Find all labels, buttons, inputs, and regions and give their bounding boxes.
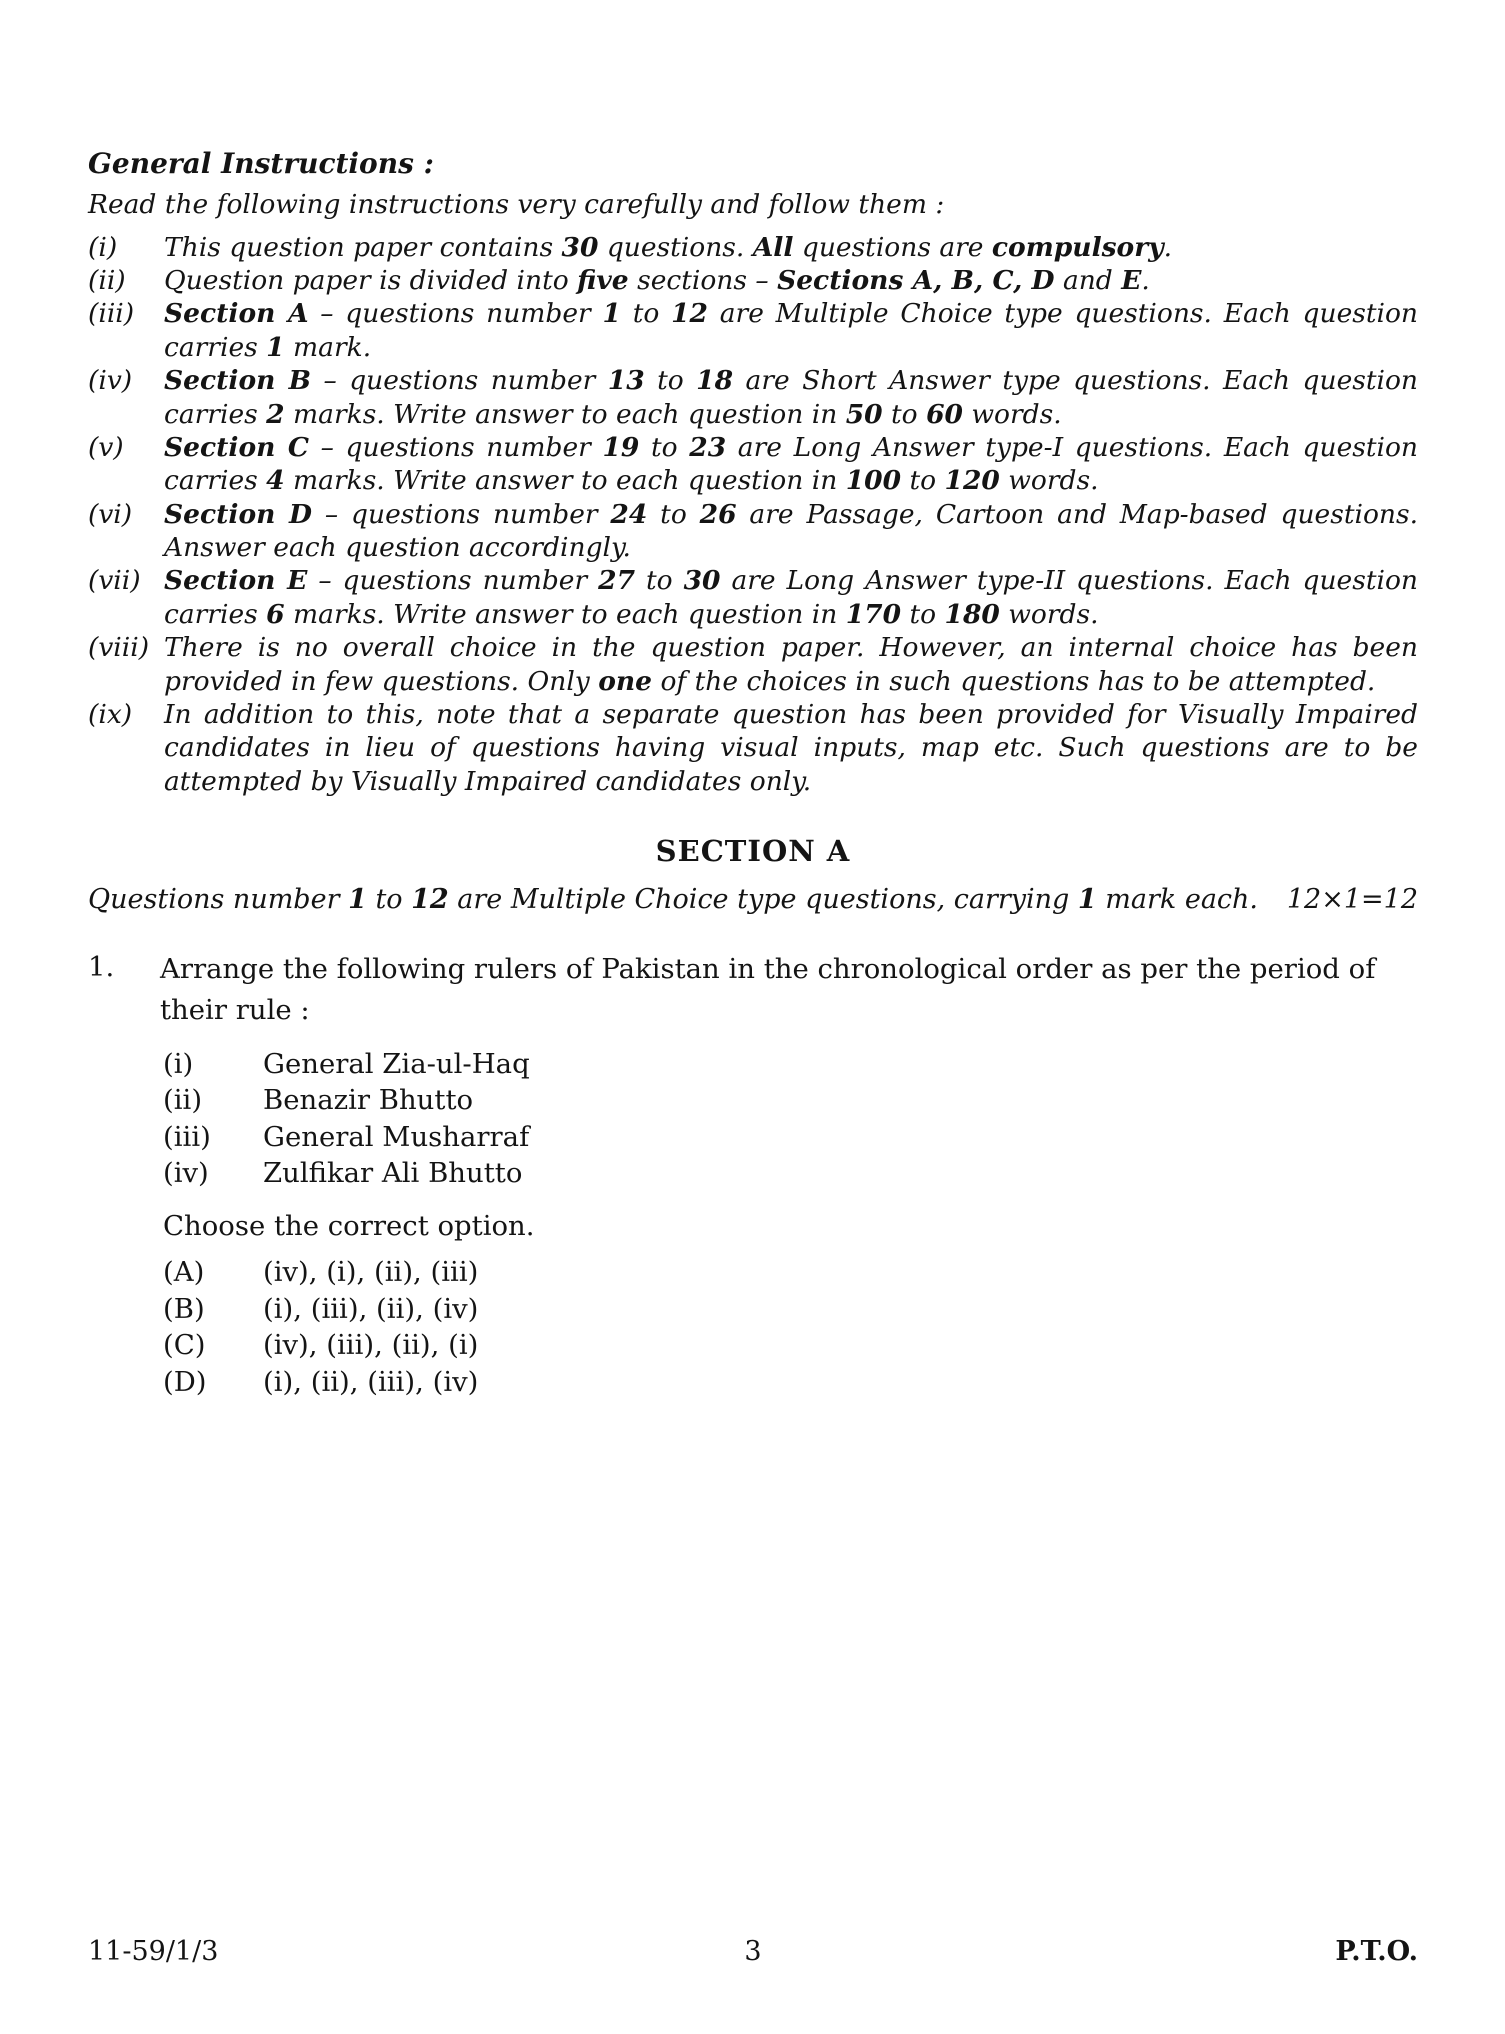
choose-option-label: Choose the correct option. (163, 1209, 535, 1242)
option-label: (C) (163, 1329, 206, 1362)
question-text: Arrange the following rulers of Pakistan in the chronological order as per the period of their rule : (160, 953, 1376, 1027)
instruction-item-text: There is no overall choice in the question paper. However, an internal choice has been provided in few questions. Only one of the choices in such questions has to be attempted. (164, 632, 1418, 697)
list-item (163, 1046, 1418, 1083)
instruction-item (88, 431, 1418, 498)
instruction-item-text: Section A – questions number 1 to 12 are Multiple Choice type questions. Each question carries 1 mark. (164, 298, 1418, 363)
answer-option (163, 1327, 1418, 1364)
instruction-item-text: Section E – questions number 27 to 30 are Long Answer type-II questions. Each question carries 6 marks. Write answer to each question in 170 to 180 words. (164, 565, 1418, 630)
instruction-item-text: Section D – questions number 24 to 26 are Passage, Cartoon and Map-based questions. Answer each question accordingly. (164, 498, 1418, 564)
instruction-item (88, 231, 1418, 264)
question-1 (88, 949, 1418, 1400)
option-text: (iv), (i), (ii), (iii) (263, 1256, 479, 1289)
instruction-item (88, 631, 1418, 698)
instruction-item (88, 364, 1418, 431)
instruction-item-number: (iv) (88, 365, 133, 397)
instructions-subtitle: Read the following instructions very carefully and follow them : (88, 189, 945, 221)
instruction-item-number: (vii) (88, 565, 141, 597)
answer-option (163, 1291, 1418, 1328)
list-item (163, 1082, 1418, 1119)
instruction-item-text: Section C – questions number 19 to 23 are Long Answer type-I questions. Each question carries 4 marks. Write answer to each question in 100 to 120 words. (164, 431, 1418, 497)
option-text: (i), (iii), (ii), (iv) (263, 1292, 479, 1325)
instruction-item (88, 564, 1418, 631)
list-item-text: Zulfikar Ali Bhutto (263, 1157, 523, 1190)
page-footer (88, 1936, 1418, 1976)
section-a-marks: 12×1=12 (1286, 884, 1418, 916)
pto-label: P.T.O. (1335, 1936, 1418, 1967)
instruction-item-number: (viii) (88, 632, 150, 664)
list-item-number: (i) (163, 1047, 194, 1080)
instruction-item (88, 264, 1418, 297)
instruction-item-text: Section B – questions number 13 to 18 are Short Answer type questions. Each question carries 2 marks. Write answer to each question in 50 to 60 words. (164, 365, 1418, 430)
section-a-intro-text: Questions number 1 to 12 are Multiple Choice type questions, carrying 1 mark each. (88, 884, 1259, 916)
list-item (163, 1119, 1418, 1156)
option-text: (i), (ii), (iii), (iv) (263, 1365, 479, 1398)
list-item-number: (ii) (163, 1084, 203, 1117)
section-a-title: SECTION A (655, 834, 851, 869)
page-number: 3 (744, 1936, 762, 1967)
instruction-item-number: (vi) (88, 498, 133, 530)
instruction-item (88, 297, 1418, 364)
section-a-intro (88, 882, 1418, 917)
instruction-item (88, 698, 1418, 798)
list-item-number: (iii) (163, 1120, 211, 1153)
list-item-text: General Zia-ul-Haq (263, 1047, 530, 1080)
question-1-options (163, 1254, 1418, 1400)
instruction-item-text: Question paper is divided into five sections – Sections A, B, C, D and E. (164, 265, 1150, 297)
list-item-text: General Musharraf (263, 1120, 530, 1153)
general-instructions (88, 146, 1418, 798)
instruction-item-text: In addition to this, note that a separate question has been provided for Visually Impaired candidates in lieu of questions having visual inputs, map etc. Such questions are to be attempted by Visually Impaired candidates only. (164, 698, 1418, 797)
answer-option (163, 1254, 1418, 1291)
list-item (163, 1155, 1418, 1192)
instruction-item-number: (iii) (88, 298, 135, 330)
instruction-item-number: (v) (88, 431, 124, 463)
instruction-item-number: (ix) (88, 698, 133, 730)
option-text: (iv), (iii), (ii), (i) (263, 1329, 479, 1362)
question-1-header (88, 949, 1418, 1032)
answer-option (163, 1364, 1418, 1401)
option-label: (D) (163, 1365, 207, 1398)
instruction-item-number: (i) (88, 231, 118, 263)
paper-code: 11-59/1/3 (88, 1936, 219, 1967)
list-item-text: Benazir Bhutto (263, 1084, 474, 1117)
list-item-number: (iv) (163, 1157, 209, 1190)
option-label: (B) (163, 1292, 205, 1325)
instruction-item-text: This question paper contains 30 questions. All questions are compulsory. (164, 231, 1173, 263)
question-1-items (163, 1046, 1418, 1192)
instruction-item-number: (ii) (88, 265, 126, 297)
page-content (88, 146, 1418, 1400)
instructions-title: General Instructions : (88, 147, 434, 180)
option-label: (A) (163, 1256, 205, 1289)
instruction-item (88, 498, 1418, 565)
question-number: 1. (88, 951, 115, 984)
